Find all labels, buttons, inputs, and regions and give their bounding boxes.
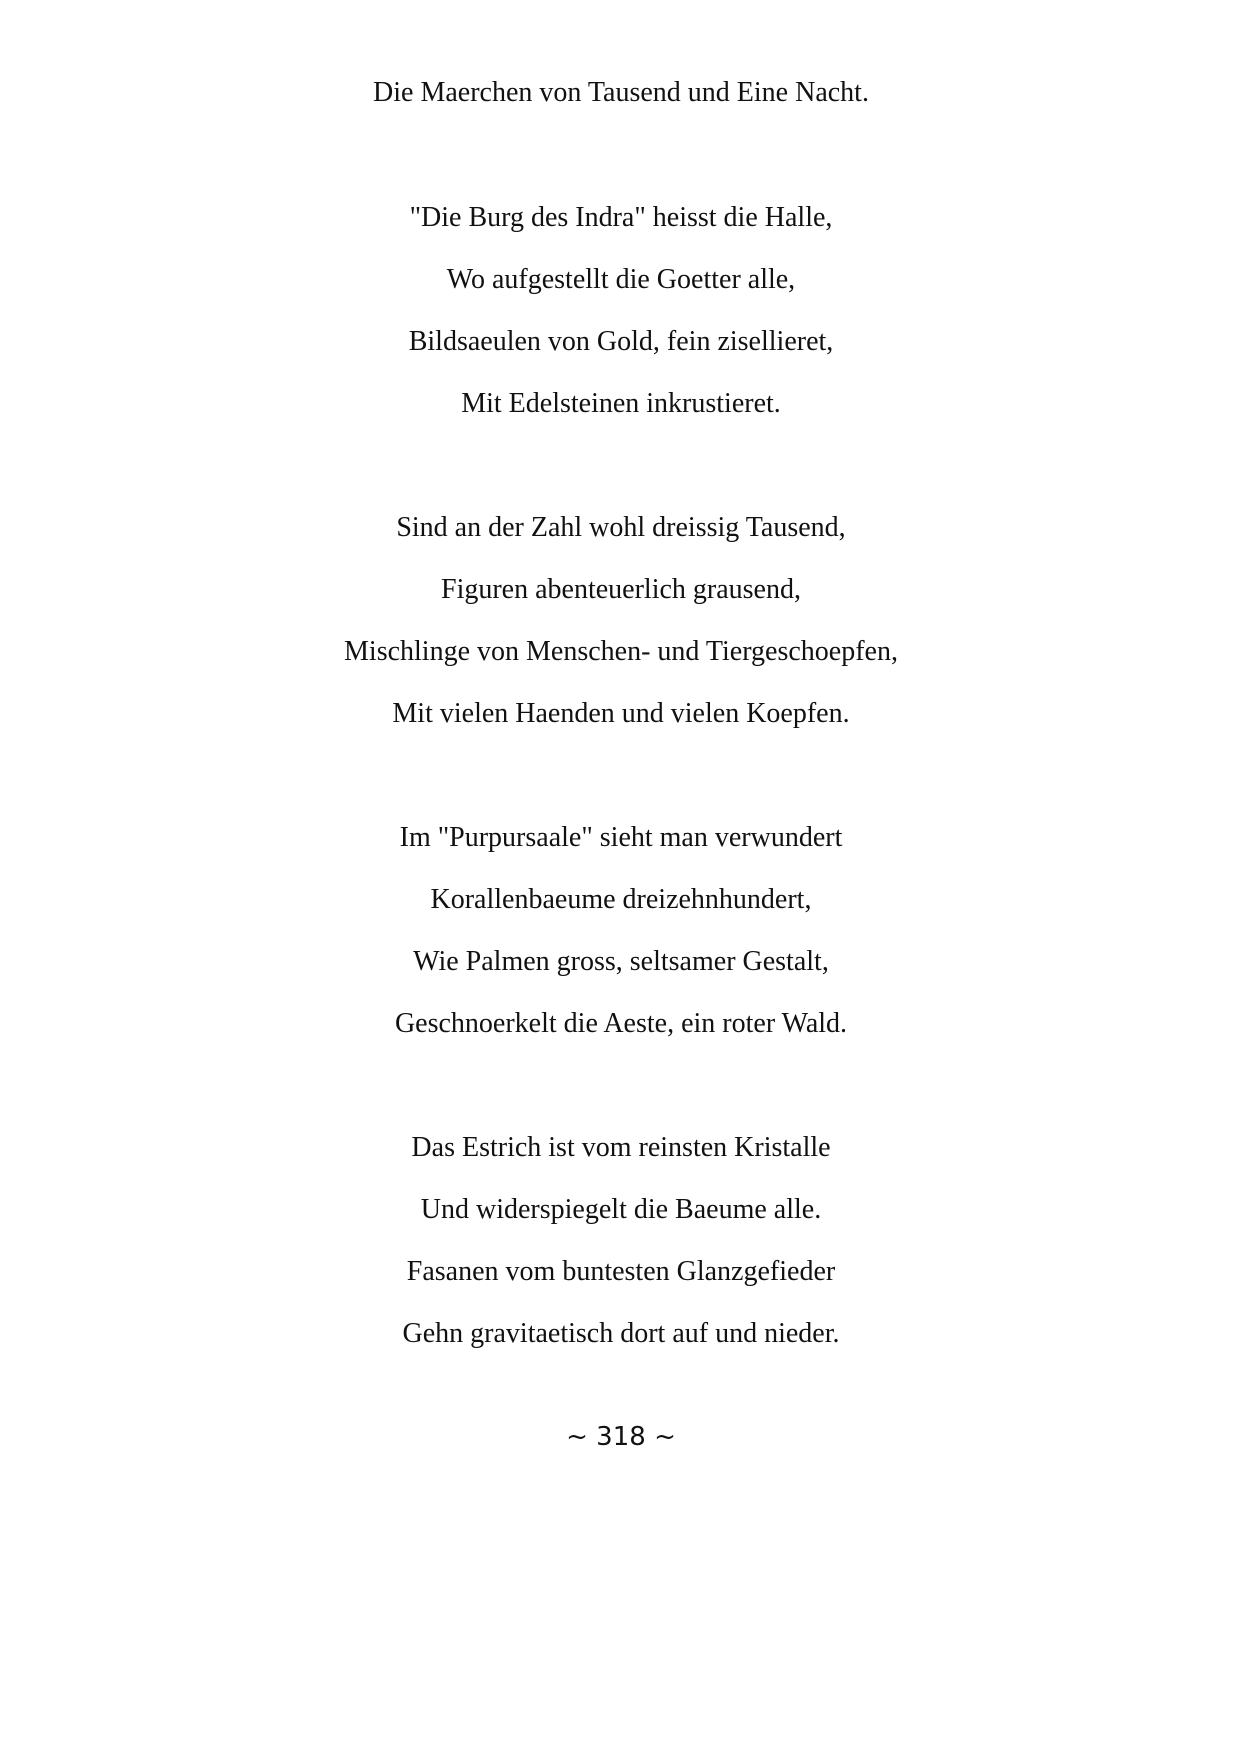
- poem-line: Wo aufgestellt die Goetter alle,: [446, 264, 796, 295]
- poem-line: Sind an der Zahl wohl dreissig Tausend,: [396, 512, 846, 543]
- poem-line: Das Estrich ist vom reinsten Kristalle: [411, 1132, 831, 1163]
- page-header-title: Die Maerchen von Tausend und Eine Nacht.: [373, 77, 869, 108]
- poem-line: Figuren abenteuerlich grausend,: [441, 574, 801, 605]
- poem-line: Mit Edelsteinen inkrustieret.: [461, 388, 781, 419]
- poem-line: Im "Purpursaale" sieht man verwundert: [399, 822, 843, 853]
- poem-line: Wie Palmen gross, seltsamer Gestalt,: [413, 946, 829, 977]
- poem-line: Und widerspiegelt die Baeume alle.: [420, 1194, 822, 1225]
- poem-line: "Die Burg des Indra" heisst die Halle,: [409, 202, 833, 233]
- poem-line: Korallenbaeume dreizehnhundert,: [430, 884, 812, 915]
- page-number: ~ 318 ~: [566, 1422, 676, 1452]
- poem-line: Geschnoerkelt die Aeste, ein roter Wald.: [394, 1008, 848, 1039]
- poem-line: Bildsaeulen von Gold, fein zisellieret,: [408, 326, 834, 357]
- poem-line: Fasanen vom buntesten Glanzgefieder: [406, 1256, 836, 1287]
- poem-line: Gehn gravitaetisch dort auf und nieder.: [402, 1318, 840, 1349]
- poem-line: Mit vielen Haenden und vielen Koepfen.: [392, 698, 850, 729]
- poem-line: Mischlinge von Menschen- und Tiergeschoepfen,: [344, 636, 898, 667]
